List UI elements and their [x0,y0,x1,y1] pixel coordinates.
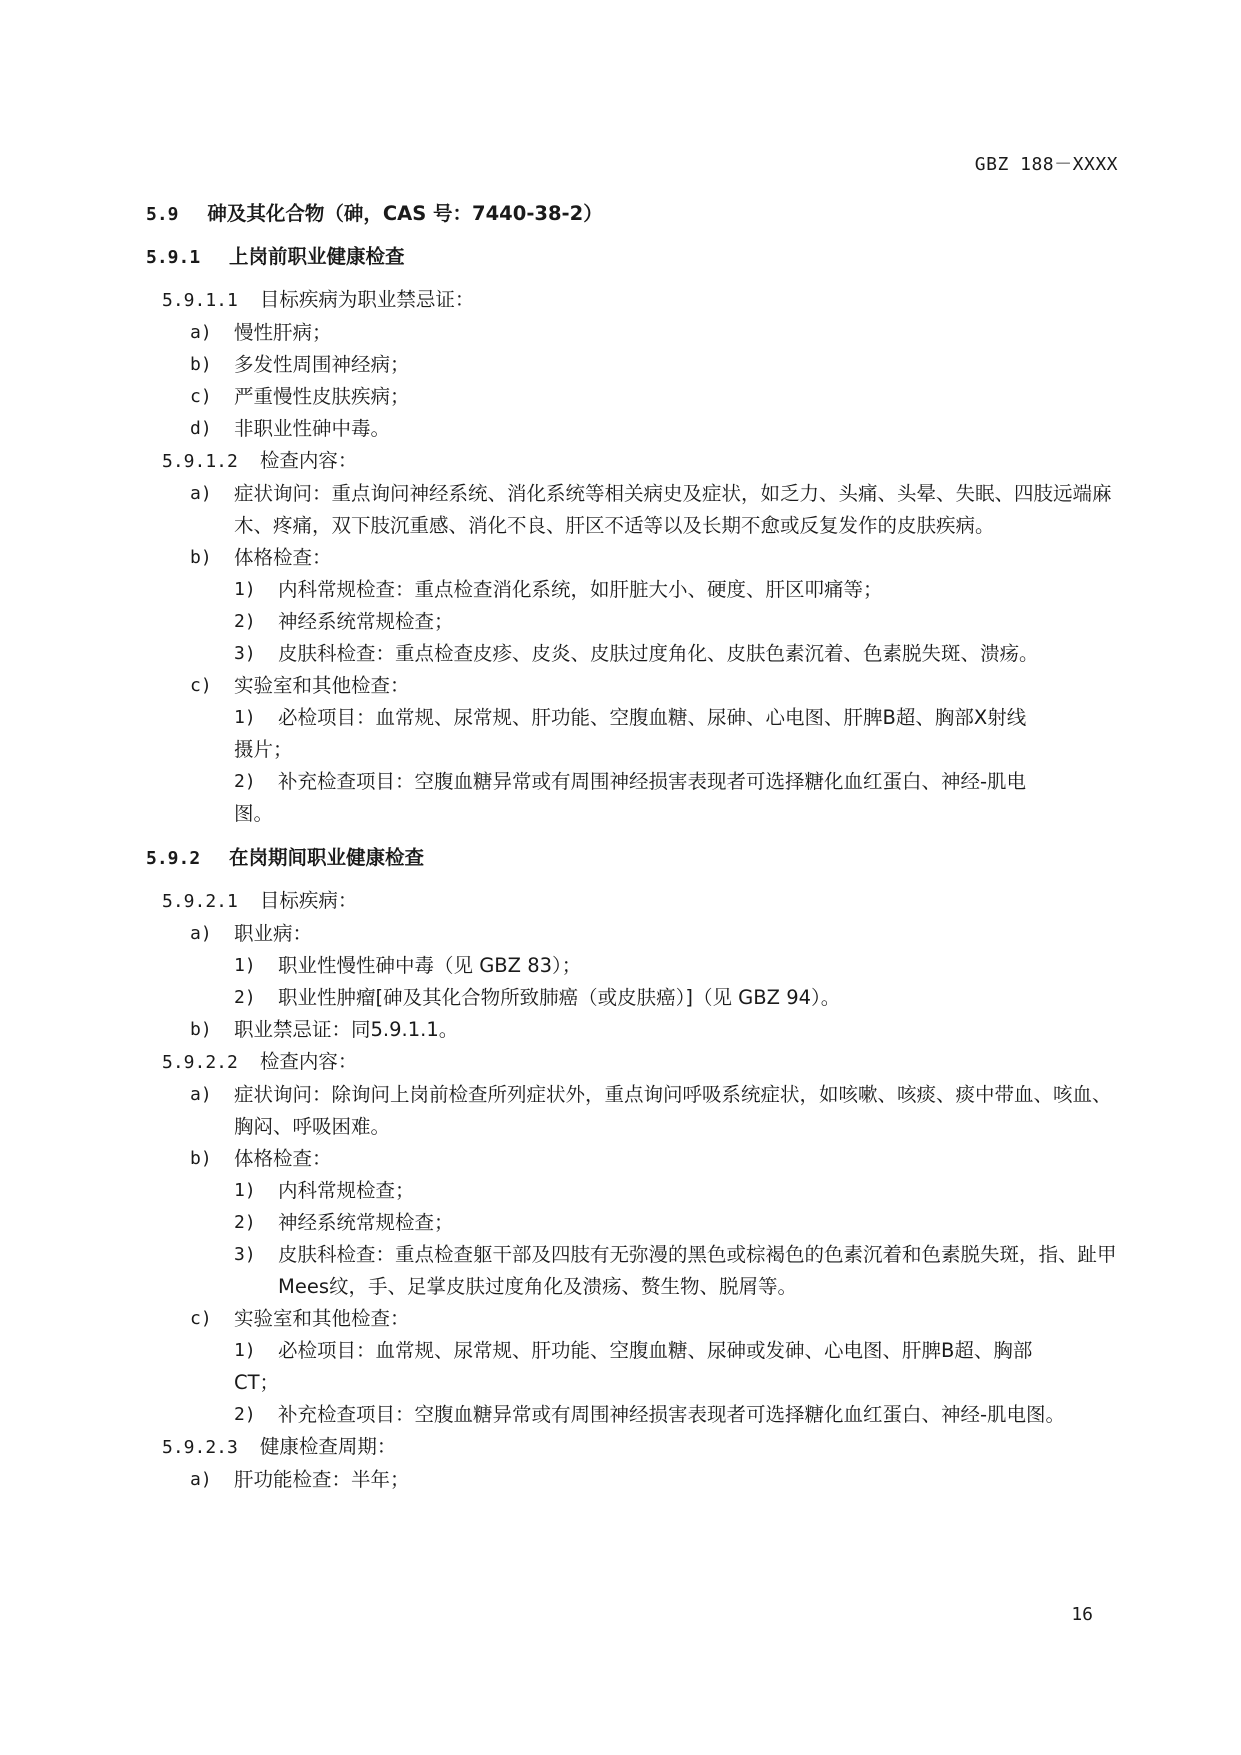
list-marker: a) [190,483,212,504]
list-item [146,1464,1121,1496]
list-text: 症状询问：重点询问神经系统、消化系统等相关病史及症状，如乏力、头痛、头晕、失眠、四肢远端麻木、疼痛，双下肢沉重感、消化不良、肝区不适等以及长期不愈或反复发作的皮肤疾病。 [234,482,1112,537]
list-marker: b) [190,1148,212,1169]
section-title: 砷及其化合物（砷，CAS 号：7440-38-2） [207,202,603,225]
list-text: 职业性肿瘤[砷及其化合物所致肺癌（或皮肤癌）]（见 GBZ 94）。 [278,986,841,1009]
list-marker: b) [190,1019,212,1040]
sub-list-item [146,766,1121,798]
list-text: 症状询问：除询问上岗前检查所列症状外，重点询问呼吸系统症状，如咳嗽、咳痰、痰中带血、咳血、胸闷、呼吸困难。 [234,1083,1112,1138]
list-marker: 3) [234,1244,256,1265]
subsection-title: 上岗前职业健康检查 [228,245,405,268]
clause-heading [146,445,1121,478]
sub-list-item [146,1335,1121,1367]
clause-title: 检查内容： [259,1050,358,1073]
list-text: 职业性慢性砷中毒（见 GBZ 83）； [278,954,582,977]
list-marker: b) [190,547,212,568]
list-text: 职业禁忌证：同5.9.1.1。 [234,1018,459,1041]
list-text: 多发性周围神经病； [234,353,410,376]
list-text: 神经系统常规检查； [278,610,454,633]
list-marker: a) [190,923,212,944]
list-text: 必检项目：血常规、尿常规、肝功能、空腹血糖、尿砷、心电图、肝脾B超、胸部X射线 [278,706,1027,729]
clause-number: 5.9.2.3 [162,1437,238,1458]
clause-heading [146,1431,1121,1464]
list-text: 补充检查项目：空腹血糖异常或有周围神经损害表现者可选择糖化血红蛋白、神经-肌电图。 [278,1403,1066,1426]
list-marker: c) [190,675,212,696]
list-marker: c) [190,386,212,407]
list-continuation [146,734,1121,766]
clause-title: 健康检查周期： [259,1435,397,1458]
list-item [146,1014,1121,1046]
list-text: 非职业性砷中毒。 [234,417,391,440]
list-text: 体格检查： [234,1147,332,1170]
list-continuation [146,798,1121,830]
sub-list-item [146,1399,1121,1431]
sub-list-item [146,1175,1121,1207]
list-item [146,381,1121,413]
list-text: 图。 [234,802,274,825]
list-text: 严重慢性皮肤疾病； [234,385,410,408]
list-item [146,478,1121,542]
clause-number: 5.9.2.2 [162,1052,238,1073]
sub-list-item [146,1207,1121,1239]
list-item [146,542,1121,574]
list-marker: 2) [234,987,256,1008]
list-marker: a) [190,1469,212,1490]
list-marker: 1) [234,579,256,600]
list-text: 内科常规检查：重点检查消化系统，如肝脏大小、硬度、肝区叩痛等； [278,578,883,601]
list-marker: a) [190,1084,212,1105]
list-marker: 2) [234,771,256,792]
list-text: 必检项目：血常规、尿常规、肝功能、空腹血糖、尿砷或发砷、心电图、肝脾B超、胸部 [278,1339,1033,1362]
list-item [146,670,1121,702]
clause-heading [146,885,1121,918]
list-item [146,349,1121,381]
clause-number: 5.9.2.1 [162,891,238,912]
list-item [146,317,1121,349]
list-marker: c) [190,1308,212,1329]
list-item [146,413,1121,445]
subsection-heading [146,842,1121,875]
clause-heading [146,284,1121,317]
section-number: 5.9 [146,204,179,225]
list-text: 内科常规检查； [278,1179,415,1202]
list-text: 职业病： [234,922,313,945]
list-marker: 1) [234,955,256,976]
list-marker: 3) [234,643,256,664]
sub-list-item [146,606,1121,638]
list-marker: b) [190,354,212,375]
list-text: 皮肤科检查：重点检查躯干部及四肢有无弥漫的黑色或棕褐色的色素沉着和色素脱失斑，指、趾甲Mees纹，手、足掌皮肤过度角化及溃疡、赘生物、脱屑等。 [278,1243,1117,1298]
list-marker: 2) [234,1212,256,1233]
clause-title: 检查内容： [259,449,358,472]
document-body [146,198,1121,1496]
clause-number: 5.9.1.1 [162,290,238,311]
list-continuation [146,1367,1121,1399]
list-text: 慢性肝病； [234,321,332,344]
list-item [146,1143,1121,1175]
list-marker: d) [190,418,212,439]
list-text: 补充检查项目：空腹血糖异常或有周围神经损害表现者可选择糖化血红蛋白、神经-肌电 [278,770,1027,793]
page-number: 16 [1071,1604,1093,1625]
list-item [146,1079,1121,1143]
list-text: 神经系统常规检查； [278,1211,454,1234]
subsection-number: 5.9.2 [146,848,201,869]
list-text: CT； [234,1371,280,1394]
clause-heading [146,1046,1121,1079]
list-marker: 2) [234,611,256,632]
document-code: GBZ 188－XXXX [974,154,1118,175]
subsection-number: 5.9.1 [146,247,201,268]
subsection-heading [146,241,1121,274]
list-text: 实验室和其他检查： [234,1307,410,1330]
list-marker: 1) [234,1180,256,1201]
clause-number: 5.9.1.2 [162,451,238,472]
sub-list-item [146,574,1121,606]
list-marker: 1) [234,1340,256,1361]
list-item [146,1303,1121,1335]
list-text: 实验室和其他检查： [234,674,410,697]
list-item [146,918,1121,950]
list-marker: a) [190,322,212,343]
subsection-title: 在岗期间职业健康检查 [228,846,424,869]
list-text: 摄片； [234,738,293,761]
list-text: 肝功能检查：半年； [234,1468,410,1491]
sub-list-item [146,1239,1121,1303]
clause-title: 目标疾病为职业禁忌证： [259,288,475,311]
sub-list-item [146,982,1121,1014]
list-marker: 1) [234,707,256,728]
sub-list-item [146,638,1121,670]
sub-list-item [146,950,1121,982]
list-text: 体格检查： [234,546,332,569]
section-heading [146,198,1121,231]
clause-title: 目标疾病： [259,889,358,912]
list-text: 皮肤科检查：重点检查皮疹、皮炎、皮肤过度角化、皮肤色素沉着、色素脱失斑、溃疡。 [278,642,1039,665]
list-marker: 2) [234,1404,256,1425]
sub-list-item [146,702,1121,734]
